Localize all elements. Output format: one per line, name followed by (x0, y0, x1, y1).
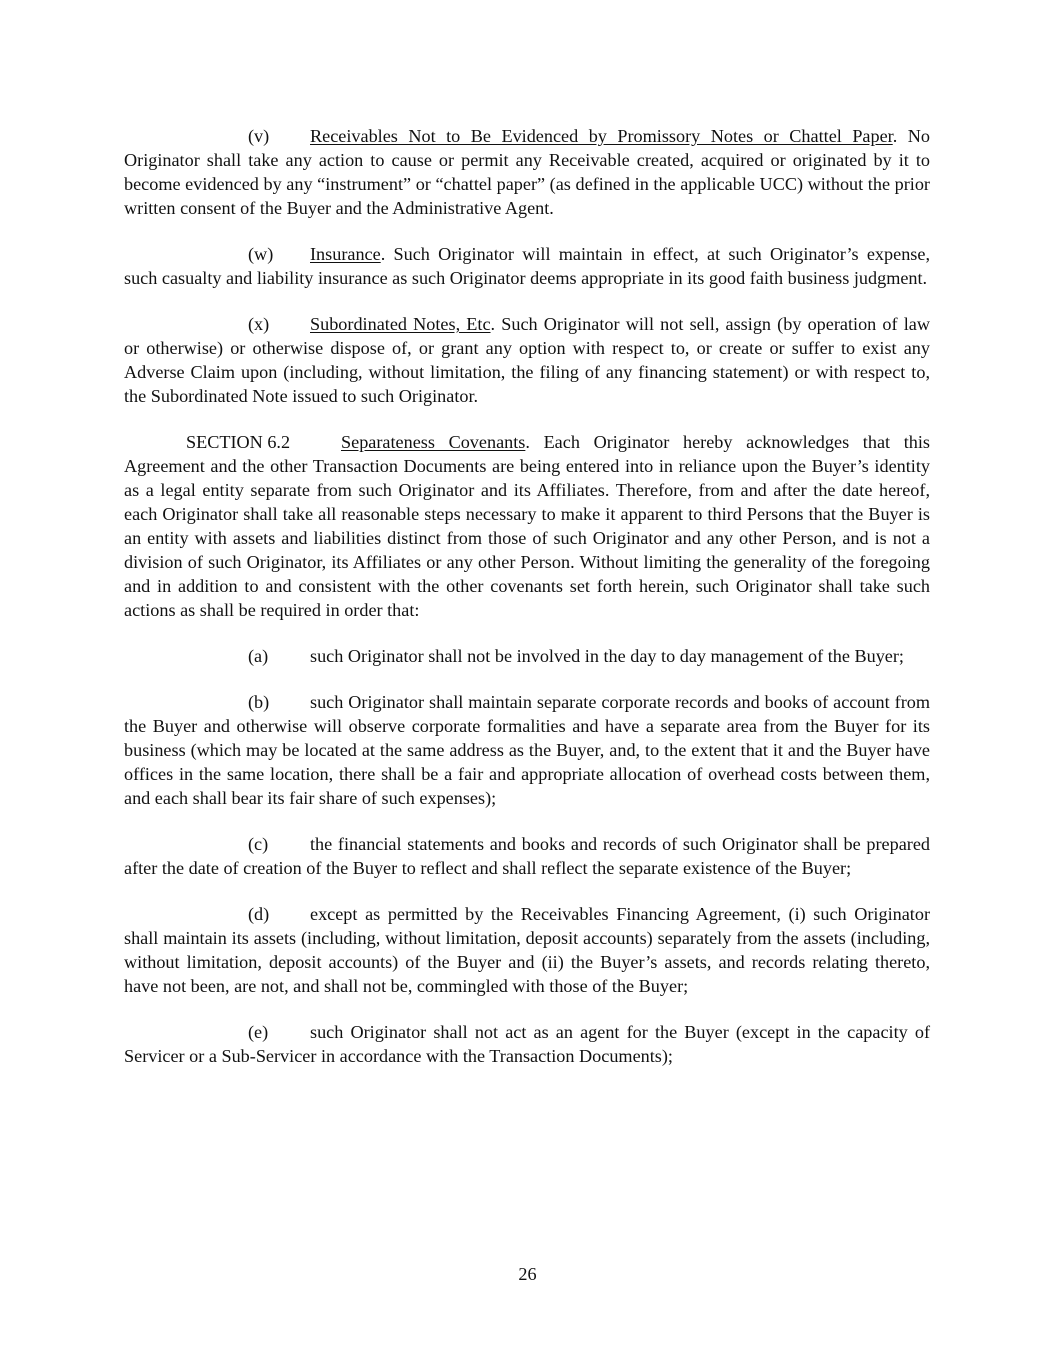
item-heading: Subordinated Notes, Etc (310, 314, 491, 334)
item-b (124, 690, 930, 810)
section-6-2: SECTION 6.2 Separateness Covenants. Each Originator hereby acknowledges that this Agreement and the other Transaction Documents are being entered into in reliance upon the Buyer’s identity as a legal entity separate from such Originator and its Affiliates. Therefore, from and after the date hereof, each Originator shall take all reasonable steps necessary to make it apparent to third Persons that the Buyer is an entity with assets and liabilities distinct from those of such Originator and any other Person, and is not a division of such Originator, its Affiliates or any other Person. Without limiting the generality of the foregoing and in addition to and consistent with the other covenants set forth herein, such Originator shall take such actions as shall be required in order that: (124, 432, 930, 620)
paragraph-x: (x) Subordinated Notes, Etc. Such Originator will not sell, assign (by operation of law or otherwise) or otherwise dispose of, or grant any option with respect to, or create or suffer to exist any Adverse Claim upon (including, without limitation, the filing of any financing statement) or with respect to, the Subordinated Note issued to such Originator. (124, 314, 930, 406)
item-number: (c) (248, 834, 269, 854)
item-number: (w) (248, 244, 274, 264)
item-heading: Receivables Not to Be Evidenced by Promissory Notes or Chattel Paper (310, 126, 893, 146)
item-body: the financial statements and books and records of such Originator shall be prepared after the date of creation of the Buyer to reflect and shall reflect the separate existence of the Buyer; (124, 834, 930, 878)
item-e (124, 1020, 930, 1068)
section-number: SECTION 6.2 (186, 432, 291, 452)
document-page (124, 124, 930, 1090)
paragraph-w: (w) Insurance. Such Originator will maintain in effect, at such Originator’s expense, such casualty and liability insurance as such Originator deems appropriate in its good faith business judgment. (124, 244, 930, 288)
item-number: (v) (248, 126, 270, 146)
section-heading: Separateness Covenants (341, 432, 526, 452)
item-heading: Insurance (310, 244, 381, 264)
item-body: except as permitted by the Receivables Financing Agreement, (i) such Originator shall maintain its assets (including, without limitation, deposit accounts) separately from the assets (including, without limitation, deposit accounts) of the Buyer and (ii) the Buyer’s assets, and records relating thereto, have not been, are not, and shall not be, commingled with those of the Buyer; (124, 904, 930, 996)
item-body: such Originator shall not act as an agent for the Buyer (except in the capacity of Servicer or a Sub-Servicer in accordance with the Transaction Documents); (124, 1022, 930, 1066)
item-c (124, 832, 930, 880)
item-body: such Originator shall maintain separate corporate records and books of account from the Buyer and otherwise will observe corporate formalities and have a separate area from the Buyer for its business (which may be located at the same address as the Buyer, and, to the extent that it and the Buyer have offices in the same location, there shall be a fair and appropriate allocation of overhead costs between them, and each shall bear its fair share of such expenses); (124, 692, 930, 808)
section-body: Each Originator hereby acknowledges that this Agreement and the other Transaction Documents are being entered into in reliance upon the Buyer’s identity as a legal entity separate from such Originator and its Affiliates. Therefore, from and after the date hereof, each Originator shall take all reasonable steps necessary to make it apparent to third Persons that the Buyer is an entity with assets and liabilities distinct from those of such Originator and any other Person, and is not a division of such Originator, its Affiliates or any other Person. Without limiting the generality of the foregoing and in addition to and consistent with the other covenants set forth herein, such Originator shall take such actions as shall be required in order that: (124, 432, 930, 620)
item-d (124, 902, 930, 998)
paragraph-v: (v) Receivables Not to Be Evidenced by Promissory Notes or Chattel Paper. No Originator shall take any action to cause or permit any Receivable created, acquired or originated by it to become evidenced by any “instrument” or “chattel paper” (as defined in the applicable UCC) without the prior written consent of the Buyer and the Administrative Agent. (124, 126, 930, 218)
item-body: Such Originator will maintain in effect, at such Originator’s expense, such casualty and liability insurance as such Originator deems appropriate in its good faith business judgment. (124, 244, 930, 288)
item-a (124, 644, 930, 668)
item-body: such Originator shall not be involved in the day to day management of the Buyer; (310, 646, 904, 666)
item-number: (b) (248, 692, 270, 712)
item-number: (x) (248, 314, 270, 334)
item-number: (e) (248, 1022, 269, 1042)
item-number: (a) (248, 646, 269, 666)
page-number: 26 (518, 1264, 537, 1284)
item-body: No Originator shall take any action to cause or permit any Receivable created, acquired or originated by it to become evidenced by any “instrument” or “chattel paper” (as defined in the applicable UCC) without the prior written consent of the Buyer and the Administrative Agent. (124, 126, 930, 218)
item-number: (d) (248, 904, 270, 924)
item-body: Such Originator will not sell, assign (by operation of law or otherwise) or otherwise dispose of, or grant any option with respect to, or create or suffer to exist any Adverse Claim upon (including, without limitation, the filing of any financing statement) or with respect to, the Subordinated Note issued to such Originator. (124, 314, 930, 406)
